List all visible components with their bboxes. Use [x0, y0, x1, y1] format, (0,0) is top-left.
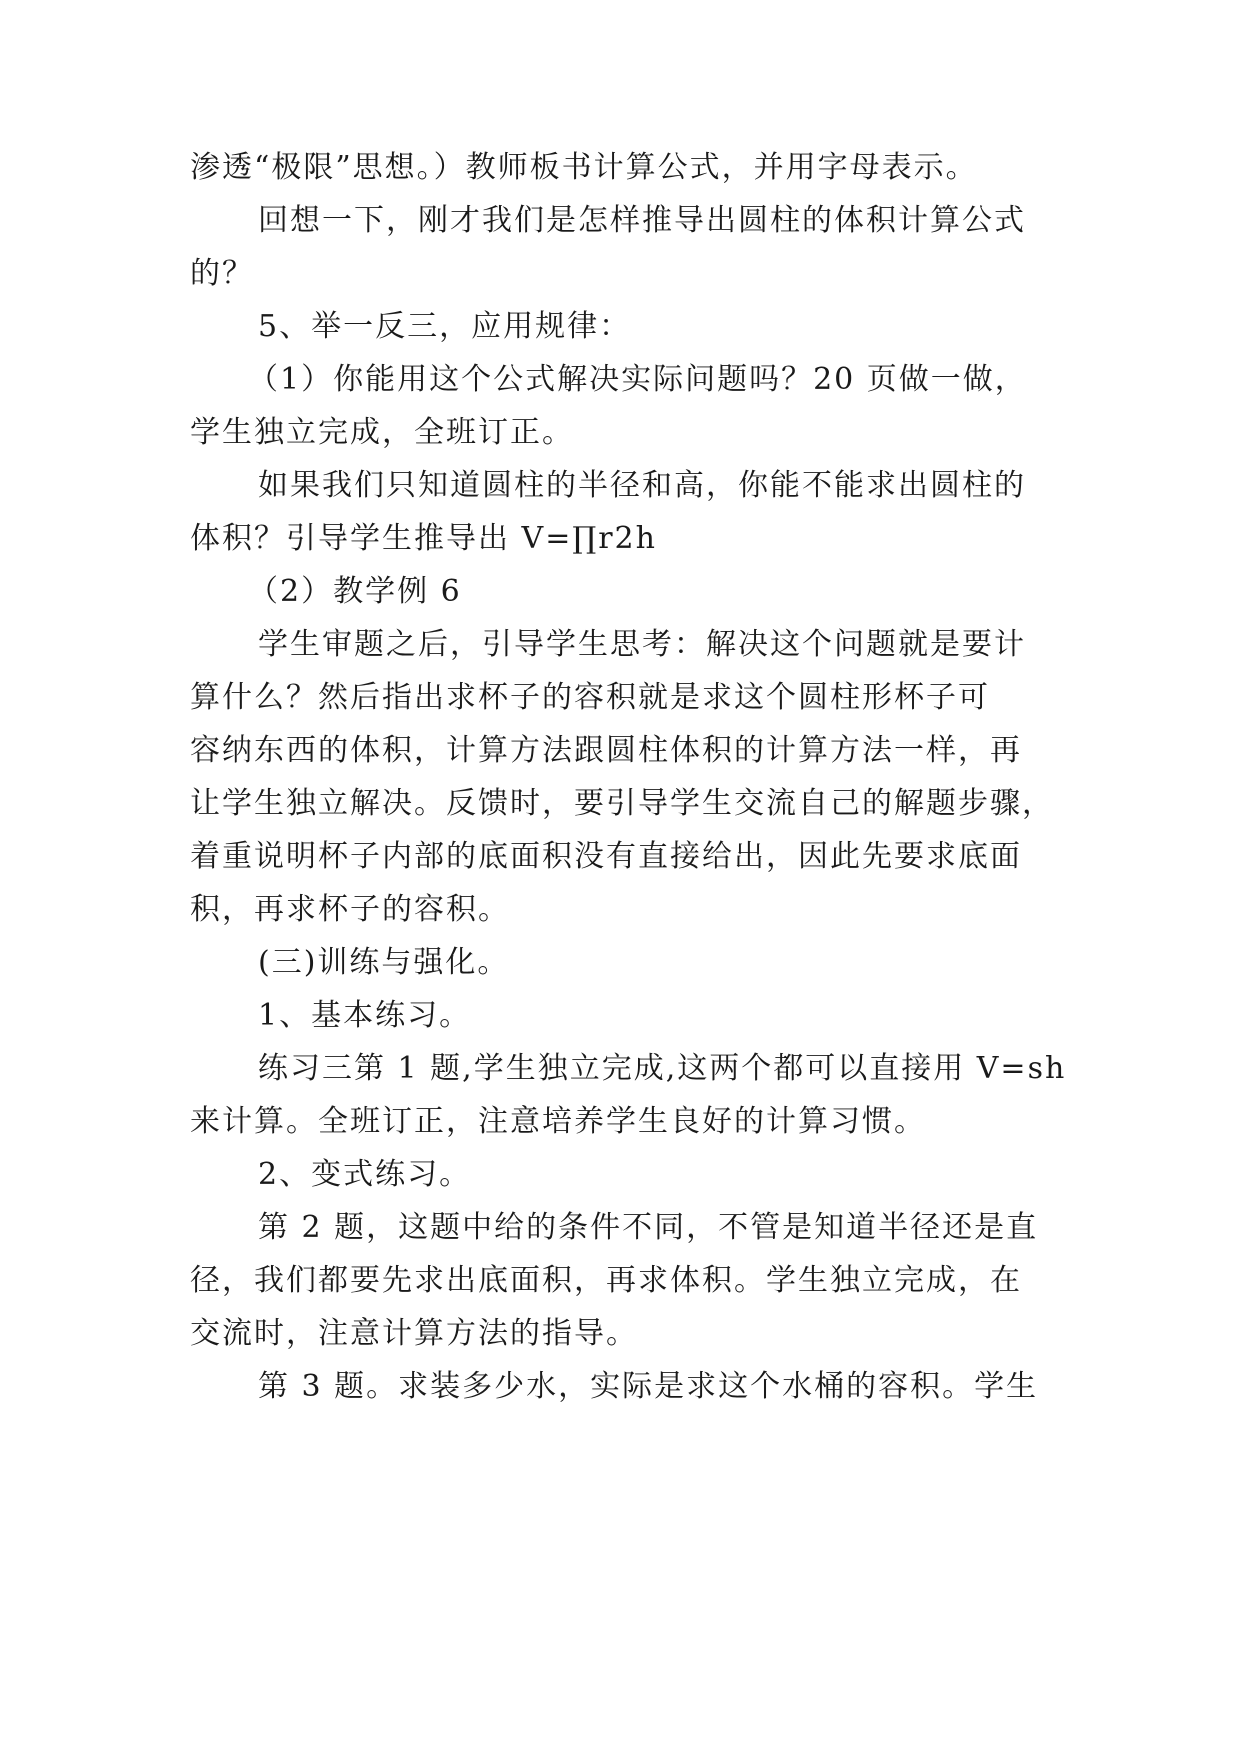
text-line: 学生审题之后，引导学生思考：解决这个问题就是要计: [258, 627, 1026, 662]
section-heading: (三)训练与强化。: [258, 945, 510, 980]
text-line: 的？: [190, 256, 254, 291]
text-line: 渗透“极限”思想。）教师板书计算公式，并用字母表示。: [190, 150, 978, 185]
text-line: 体积？引导学生推导出 V=∏r2h: [190, 521, 657, 556]
text-line: 容纳东西的体积，计算方法跟圆柱体积的计算方法一样，再: [190, 733, 1022, 768]
text-line: 学生独立完成，全班订正。: [190, 415, 574, 450]
text-line: 径，我们都要先求出底面积，再求体积。学生独立完成，在: [190, 1263, 1022, 1298]
text-line: 第 3 题。求装多少水，实际是求这个水桶的容积。学生: [258, 1369, 1039, 1404]
text-line: 来计算。全班订正，注意培养学生良好的计算习惯。: [190, 1104, 926, 1139]
section-heading: 5、举一反三，应用规律：: [258, 309, 632, 344]
section-heading: 2、变式练习。: [258, 1157, 472, 1192]
text-line: 让学生独立解决。反馈时，要引导学生交流自己的解题步骤，: [190, 786, 1054, 821]
text-line: （2）教学例 6: [248, 574, 462, 609]
text-line: 积，再求杯子的容积。: [190, 892, 510, 927]
text-line: 如果我们只知道圆柱的半径和高，你能不能求出圆柱的: [258, 468, 1026, 503]
section-heading: 1、基本练习。: [258, 998, 472, 1033]
text-line: 着重说明杯子内部的底面积没有直接给出，因此先要求底面: [190, 839, 1022, 874]
text-line: 算什么？然后指出求杯子的容积就是求这个圆柱形杯子可: [190, 680, 990, 715]
text-line: 练习三第 1 题,学生独立完成,这两个都可以直接用 V=sh: [258, 1051, 1067, 1086]
text-line: 回想一下，刚才我们是怎样推导出圆柱的体积计算公式: [258, 203, 1026, 238]
text-line: 交流时，注意计算方法的指导。: [190, 1316, 638, 1351]
text-line: （1）你能用这个公式解决实际问题吗？20 页做一做，: [248, 362, 1027, 397]
text-line: 第 2 题，这题中给的条件不同，不管是知道半径还是直: [258, 1210, 1039, 1245]
